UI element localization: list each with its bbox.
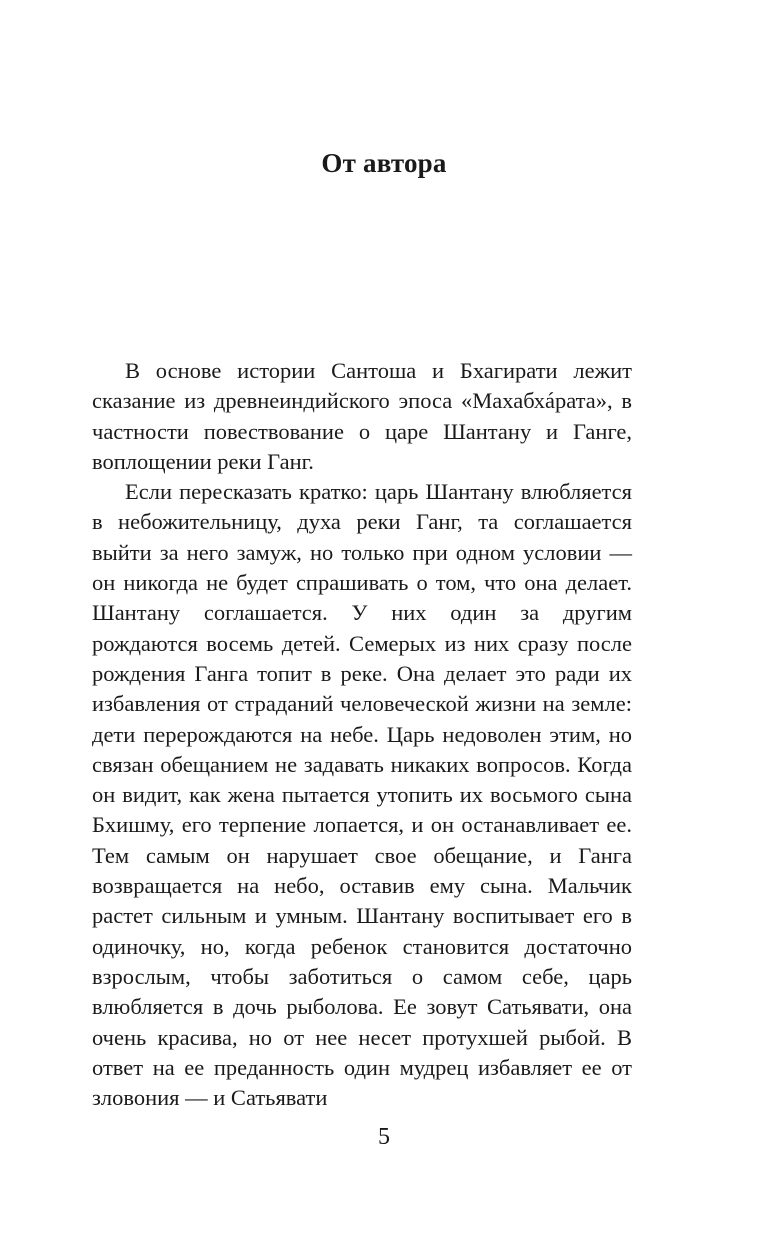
paragraph-2: Если пересказать кратко: царь Шантану влюбляется в небожительницу, духа реки Ганг, та соглашается выйти за него замуж, но только при одном условии — он никогда не будет спрашивать о том, что она делает. Шантану соглашается. У них один за другим рождаются восемь детей. Семерых из них сразу после рождения Ганга топит в реке. Она делает это ради их избавления от страданий человеческой жизни на земле: дети перерождаются на небе. Царь недоволен этим, но связан обещанием не задавать никаких вопросов. Когда он видит, как жена пытается утопить их восьмого сына Бхишму, его терпение лопается, и он останавливает ее. Тем самым он нарушает свое обещание, и Ганга возвращается на небо, оставив ему сына. Мальчик растет сильным и умным. Шантану воспитывает его в одиночку, но, когда ребенок становится достаточно взрослым, чтобы заботиться о самом себе, царь влюбляется в дочь рыболова. Ее зовут Сатьявати, она очень красива, но от нее несет протухшей рыбой. В ответ на ее преданность один мудрец избавляет ее от зловония — и Сатьявати	[92, 479, 632, 1111]
body-text	[92, 356, 632, 1113]
paragraph-1: В основе истории Сантоша и Бхагирати лежит сказание из древнеиндийского эпоса «Махабхáрата», в частности повествование о царе Шантану и Ганге, воплощении реки Ганг.	[92, 358, 632, 474]
chapter-title: От автора	[321, 148, 447, 178]
page-number: 5	[378, 1124, 390, 1150]
